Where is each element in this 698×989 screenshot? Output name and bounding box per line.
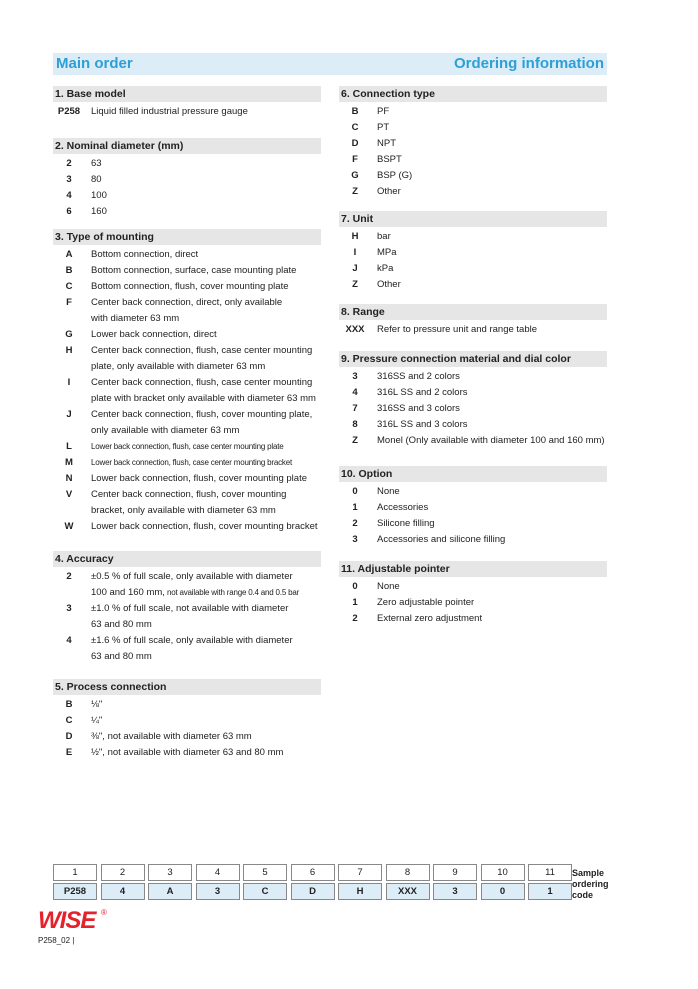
option-code: D: [65, 731, 73, 742]
option-row: [339, 595, 607, 611]
option-row: [339, 611, 607, 627]
option-description-cont: 63 and 80 mm: [91, 651, 152, 662]
option-code: 7: [352, 403, 358, 414]
order-code-value: 3: [433, 883, 477, 900]
option-description: NPT: [377, 138, 396, 149]
option-code: 0: [352, 581, 358, 592]
section: [339, 351, 607, 449]
option-code: 3: [66, 174, 72, 185]
option-code: 3: [352, 534, 358, 545]
option-description: 316L SS and 2 colors: [377, 387, 468, 398]
option-description: Center back connection, flush, cover mounting: [91, 489, 287, 500]
option-code: Z: [352, 186, 358, 197]
section: [53, 86, 321, 120]
option-description: Lower back connection, flush, cover mounting bracket: [91, 521, 318, 532]
order-code-value: H: [338, 883, 382, 900]
option-row: [53, 745, 321, 761]
order-column: [53, 864, 97, 900]
order-position-number: 3: [148, 864, 192, 881]
option-description: None: [377, 486, 400, 497]
option-row: [53, 697, 321, 713]
section-title: 11. Adjustable pointer: [339, 561, 607, 577]
order-column: [101, 864, 145, 900]
option-description: 160: [91, 206, 107, 217]
order-code-value: D: [291, 883, 335, 900]
option-description: Other: [377, 279, 401, 290]
option-code: C: [65, 715, 73, 726]
option-description: ¼": [91, 715, 103, 726]
option-code: 2: [66, 158, 72, 169]
section-title: 5. Process connection: [53, 679, 321, 695]
option-code: N: [65, 473, 73, 484]
order-column: [196, 864, 240, 900]
option-description-cont: plate, only available with diameter 63 mm: [91, 361, 266, 372]
option-code: XXX: [345, 324, 365, 335]
option-code: 4: [66, 190, 72, 201]
option-row: [53, 729, 321, 745]
sample-ordering-code-label: [572, 868, 609, 901]
order-position-number: 11: [528, 864, 572, 881]
option-description-cont: 63 and 80 mm: [91, 619, 152, 630]
option-description-cont: bracket, only available with diameter 63 mm: [91, 505, 276, 516]
section: [339, 211, 607, 293]
option-description: Center back connection, direct, only available: [91, 297, 283, 308]
order-column: [481, 864, 525, 900]
option-description: kPa: [377, 263, 394, 274]
option-row: [339, 369, 607, 385]
option-code: W: [64, 521, 74, 532]
option-description: ±1.0 % of full scale, not available with diameter: [91, 603, 289, 614]
option-code: C: [351, 122, 359, 133]
option-row: [339, 120, 607, 136]
option-description: 100: [91, 190, 107, 201]
option-code: A: [65, 249, 73, 260]
option-row: [53, 407, 321, 439]
option-row: [339, 168, 607, 184]
option-description: Bottom connection, flush, cover mounting plate: [91, 281, 289, 292]
order-column: [338, 864, 382, 900]
order-code-value: A: [148, 883, 192, 900]
option-description: 316L SS and 3 colors: [377, 419, 468, 430]
option-code: B: [65, 699, 73, 710]
option-row: [53, 455, 321, 471]
option-description: Center back connection, flush, cover mounting plate,: [91, 409, 313, 420]
option-code: C: [65, 281, 73, 292]
option-description: MPa: [377, 247, 397, 258]
label-line: code: [572, 890, 594, 900]
option-row: [339, 532, 607, 548]
section-title: 9. Pressure connection material and dial color: [339, 351, 607, 367]
option-description: Lower back connection, flush, case center mounting bracket: [91, 458, 292, 467]
wise-logo: [38, 906, 108, 937]
option-code: L: [66, 441, 72, 452]
option-description: Center back connection, flush, case center mounting: [91, 345, 313, 356]
option-row: [339, 385, 607, 401]
section-title: 3. Type of mounting: [53, 229, 321, 245]
section: [339, 304, 607, 338]
section: [339, 561, 607, 627]
order-position-number: 1: [53, 864, 97, 881]
option-code: 0: [352, 486, 358, 497]
order-code-value: 1: [528, 883, 572, 900]
option-description: ⅜", not available with diameter 63 mm: [91, 731, 252, 742]
order-code-value: 3: [196, 883, 240, 900]
option-row: [53, 279, 321, 295]
option-row: [53, 569, 321, 601]
order-code-value: 0: [481, 883, 525, 900]
option-description: ⅛": [91, 699, 103, 710]
option-row: [53, 439, 321, 455]
option-code: D: [351, 138, 359, 149]
option-description: Center back connection, flush, case center mounting: [91, 377, 313, 388]
option-description: Lower back connection, flush, cover mounting plate: [91, 473, 307, 484]
option-row: [339, 401, 607, 417]
option-code: F: [352, 154, 358, 165]
option-description: ±1.6 % of full scale, only available with diameter: [91, 635, 293, 646]
option-description-cont: plate with bracket only available with diameter 63 mm: [91, 393, 316, 404]
option-code: 4: [66, 635, 72, 646]
order-column: [291, 864, 335, 900]
order-code-value: XXX: [386, 883, 430, 900]
main-order-title: Main order: [56, 55, 133, 72]
option-description: Monel (Only available with diameter 100 and 160 mm): [377, 435, 605, 446]
option-description: Silicone filling: [377, 518, 435, 529]
option-row: [339, 500, 607, 516]
option-code: 2: [66, 571, 72, 582]
order-position-number: 4: [196, 864, 240, 881]
option-code: Z: [352, 279, 358, 290]
option-code: 1: [352, 502, 358, 513]
option-row: [53, 247, 321, 263]
option-row: [53, 633, 321, 665]
section-title: 1. Base model: [53, 86, 321, 102]
option-description: BSPT: [377, 154, 402, 165]
option-code: F: [66, 297, 72, 308]
label-line: Sample: [572, 868, 605, 878]
option-description: Other: [377, 186, 401, 197]
label-line: ordering: [572, 879, 609, 889]
option-code: P258: [57, 106, 81, 117]
order-column: [148, 864, 192, 900]
option-description: Lower back connection, direct: [91, 329, 217, 340]
option-row: [53, 375, 321, 407]
option-description: Zero adjustable pointer: [377, 597, 475, 608]
option-row: [339, 484, 607, 500]
option-row: [339, 229, 607, 245]
option-code: H: [351, 231, 359, 242]
order-code-value: P258: [53, 883, 97, 900]
option-row: [339, 322, 607, 338]
order-code-value: 4: [101, 883, 145, 900]
option-code: H: [65, 345, 73, 356]
option-description-cont: only available with diameter 63 mm: [91, 425, 240, 436]
option-description: ±0.5 % of full scale, only available with diameter: [91, 571, 293, 582]
order-position-number: 8: [386, 864, 430, 881]
option-code: B: [351, 106, 359, 117]
svg-text:WISE: WISE: [38, 907, 96, 932]
option-note: not available with range 0.4 and 0.5 bar: [164, 588, 300, 597]
section-title: 10. Option: [339, 466, 607, 482]
section: [53, 138, 321, 220]
option-row: [339, 152, 607, 168]
option-code: V: [65, 489, 73, 500]
order-position-number: 9: [433, 864, 477, 881]
document-id: P258_02 |: [38, 936, 75, 945]
option-code: 4: [352, 387, 358, 398]
option-description: Accessories and silicone filling: [377, 534, 506, 545]
order-column: [433, 864, 477, 900]
order-code-value: C: [243, 883, 287, 900]
option-description-cont: 100 and 160 mm,: [91, 587, 165, 598]
option-code: G: [351, 170, 359, 181]
option-description: 316SS and 3 colors: [377, 403, 460, 414]
option-row: [53, 327, 321, 343]
option-description: Refer to pressure unit and range table: [377, 324, 538, 335]
option-code: 8: [352, 419, 358, 430]
option-code: 3: [352, 371, 358, 382]
option-code: 6: [66, 206, 72, 217]
option-code: 2: [352, 613, 358, 624]
option-row: [53, 519, 321, 535]
option-code: J: [352, 263, 358, 274]
svg-text:®: ®: [101, 908, 107, 917]
section: [53, 551, 321, 665]
option-code: I: [67, 377, 71, 388]
option-row: [339, 136, 607, 152]
option-row: [339, 516, 607, 532]
option-row: [53, 188, 321, 204]
option-description: Bottom connection, surface, case mounting plate: [91, 265, 297, 276]
option-description: PF: [377, 106, 390, 117]
option-description: Bottom connection, direct: [91, 249, 199, 260]
option-row: [53, 713, 321, 729]
section-title: 6. Connection type: [339, 86, 607, 102]
option-code: I: [353, 247, 357, 258]
section-title: 8. Range: [339, 304, 607, 320]
option-code: B: [65, 265, 73, 276]
section: [339, 466, 607, 548]
option-row: [53, 156, 321, 172]
option-code: Z: [352, 435, 358, 446]
option-row: [339, 417, 607, 433]
section-title: 4. Accuracy: [53, 551, 321, 567]
option-description: PT: [377, 122, 390, 133]
section-title: 2. Nominal diameter (mm): [53, 138, 321, 154]
section: [53, 679, 321, 761]
option-code: G: [65, 329, 73, 340]
section-title: 7. Unit: [339, 211, 607, 227]
option-description: Liquid filled industrial pressure gauge: [91, 106, 248, 117]
option-description: 63: [91, 158, 102, 169]
option-row: [339, 277, 607, 293]
option-code: E: [65, 747, 73, 758]
option-code: M: [65, 457, 73, 468]
order-column: [386, 864, 430, 900]
option-description-cont: with diameter 63 mm: [91, 313, 180, 324]
option-row: [53, 263, 321, 279]
option-description: Lower back connection, flush, case center mounting plate: [91, 442, 284, 451]
option-row: [339, 261, 607, 277]
option-description: Accessories: [377, 502, 429, 513]
option-description: External zero adjustment: [377, 613, 483, 624]
option-row: [53, 487, 321, 519]
option-description: None: [377, 581, 400, 592]
option-row: [53, 471, 321, 487]
option-row: [339, 245, 607, 261]
order-position-number: 6: [291, 864, 335, 881]
page-header-bar: [53, 53, 607, 75]
option-code: 2: [352, 518, 358, 529]
order-position-number: 10: [481, 864, 525, 881]
option-row: [339, 433, 607, 449]
order-column: [243, 864, 287, 900]
option-row: [339, 184, 607, 200]
order-position-number: 2: [101, 864, 145, 881]
option-code: J: [66, 409, 72, 420]
option-row: [53, 204, 321, 220]
option-description: 80: [91, 174, 102, 185]
option-row: [53, 104, 321, 120]
option-description: ½", not available with diameter 63 and 80 mm: [91, 747, 284, 758]
order-position-number: 7: [338, 864, 382, 881]
option-row: [53, 295, 321, 327]
ordering-information-title: Ordering information: [454, 55, 604, 72]
option-row: [53, 172, 321, 188]
option-row: [339, 579, 607, 595]
option-description: BSP (G): [377, 170, 413, 181]
option-row: [53, 601, 321, 633]
order-position-number: 5: [243, 864, 287, 881]
option-row: [339, 104, 607, 120]
option-code: 1: [352, 597, 358, 608]
option-description: bar: [377, 231, 391, 242]
option-code: 3: [66, 603, 72, 614]
option-description: 316SS and 2 colors: [377, 371, 460, 382]
order-column: [528, 864, 572, 900]
option-row: [53, 343, 321, 375]
section: [53, 229, 321, 535]
section: [339, 86, 607, 200]
